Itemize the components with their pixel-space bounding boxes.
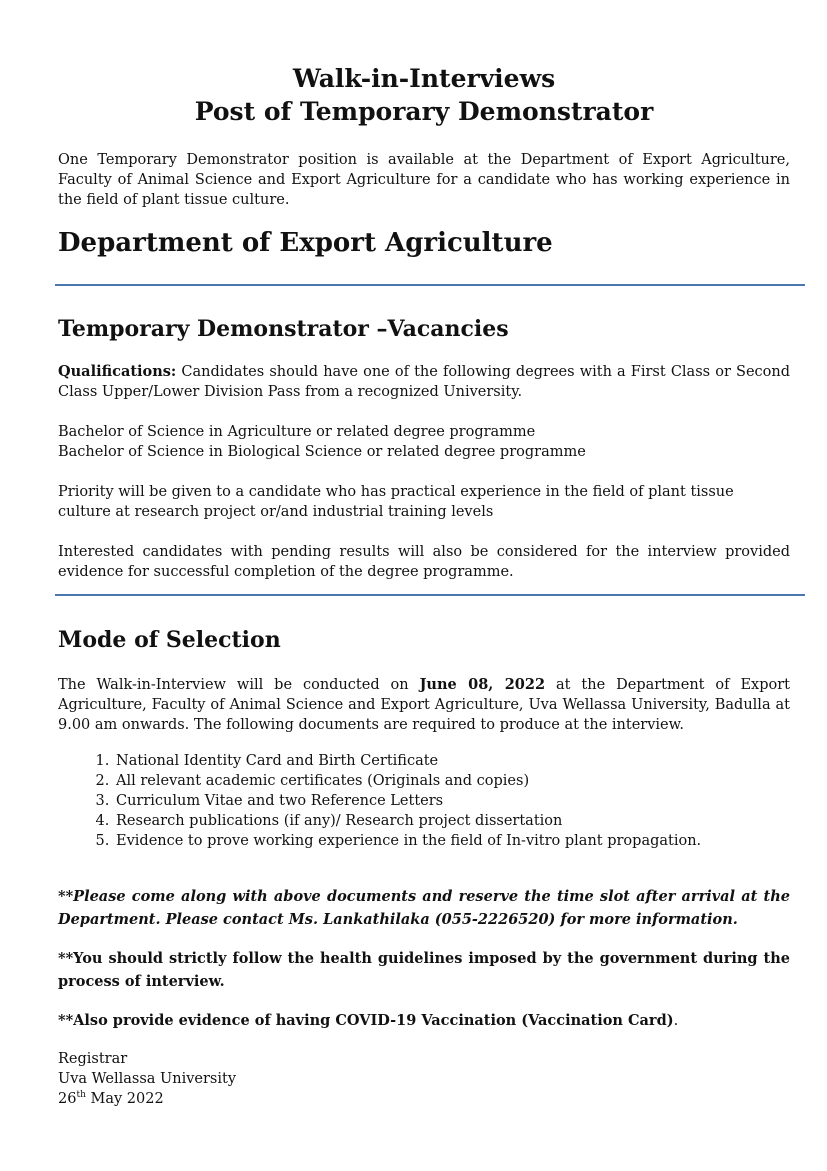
degree-1: Bachelor of Science in Agriculture or related degree programme <box>58 424 536 440</box>
selection-section <box>58 625 790 1109</box>
document-item: 5. Evidence to prove working experience in the field of In-vitro plant propagation. <box>114 831 790 851</box>
signature-institution: Uva Wellassa University <box>58 1071 237 1087</box>
intro-paragraph: One Temporary Demonstrator position is available at the Department of Export Agriculture, Faculty of Animal Science and Export Agriculture for a candidate who has working experience in the field of plant tissue culture. <box>58 152 790 208</box>
signature-date-suffix: th <box>76 1090 86 1101</box>
document-item: 3. Curriculum Vitae and two Reference Letters <box>114 791 790 811</box>
signature-date-rest: May 2022 <box>85 1091 164 1107</box>
signature-date-day: 26 <box>58 1091 77 1107</box>
vacancies-heading: Temporary Demonstrator –Vacancies <box>58 316 509 342</box>
document-item: 2. All relevant academic certificates (Originals and copies) <box>114 771 790 791</box>
note-documents-text: Please come along with above documents and reserve the time slot after arrival at the Department. Please contact Ms. Lankathilaka (055-2226520) for more information. <box>58 888 790 928</box>
note-prefix: ** <box>58 888 74 905</box>
document-item: 4. Research publications (if any)/ Research project dissertation <box>114 811 790 831</box>
document-page <box>58 62 790 260</box>
degree-2: Bachelor of Science in Biological Science or related degree programme <box>58 444 586 460</box>
signature-date <box>58 1089 790 1109</box>
vacancies-section <box>58 314 790 582</box>
pending-results-paragraph: Interested candidates with pending results will also be considered for the interview provided evidence for successful completion of the degree programme. <box>58 544 790 580</box>
priority-paragraph: Priority will be given to a candidate who has practical experience in the field of plant tissue culture at research project or/and industrial training levels <box>58 484 734 520</box>
note-vaccination <box>58 1009 790 1033</box>
section-divider-top <box>55 284 805 286</box>
qualifications-paragraph <box>58 362 790 402</box>
signature-role: Registrar <box>58 1051 128 1067</box>
department-heading: Department of Export Agriculture <box>58 228 553 258</box>
qualifications-label: Qualifications: <box>58 363 177 380</box>
qualifications-text: Candidates should have one of the following degrees with a First Class or Second Class Upper/Lower Division Pass from a recognized University. <box>58 364 790 400</box>
selection-text-before: The Walk-in-Interview will be conducted on <box>58 677 420 693</box>
document-item: 1. National Identity Card and Birth Certificate <box>114 751 790 771</box>
title-line-2: Post of Temporary Demonstrator <box>194 97 654 126</box>
selection-text-after: at the Department of Export Agriculture, Faculty of Animal Science and Export Agriculture, Uva Wellassa University, Badulla at 9.00 am onwards. The following documents are required to produce at the interview. <box>58 677 790 733</box>
selection-heading: Mode of Selection <box>58 627 281 653</box>
note-documents <box>58 885 790 931</box>
note-vaccination-end: . <box>673 1013 679 1029</box>
note-health-guidelines: **You should strictly follow the health guidelines imposed by the government during the process of interview. <box>58 950 790 990</box>
note-vaccination-text: **Also provide evidence of having COVID-19 Vaccination (Vaccination Card) <box>58 1012 674 1029</box>
documents-list <box>58 751 790 851</box>
selection-paragraph <box>58 675 790 735</box>
interview-date: June 08, 2022 <box>419 676 546 693</box>
section-divider-bottom <box>55 594 805 596</box>
title-line-1: Walk-in-Interviews <box>292 64 556 93</box>
